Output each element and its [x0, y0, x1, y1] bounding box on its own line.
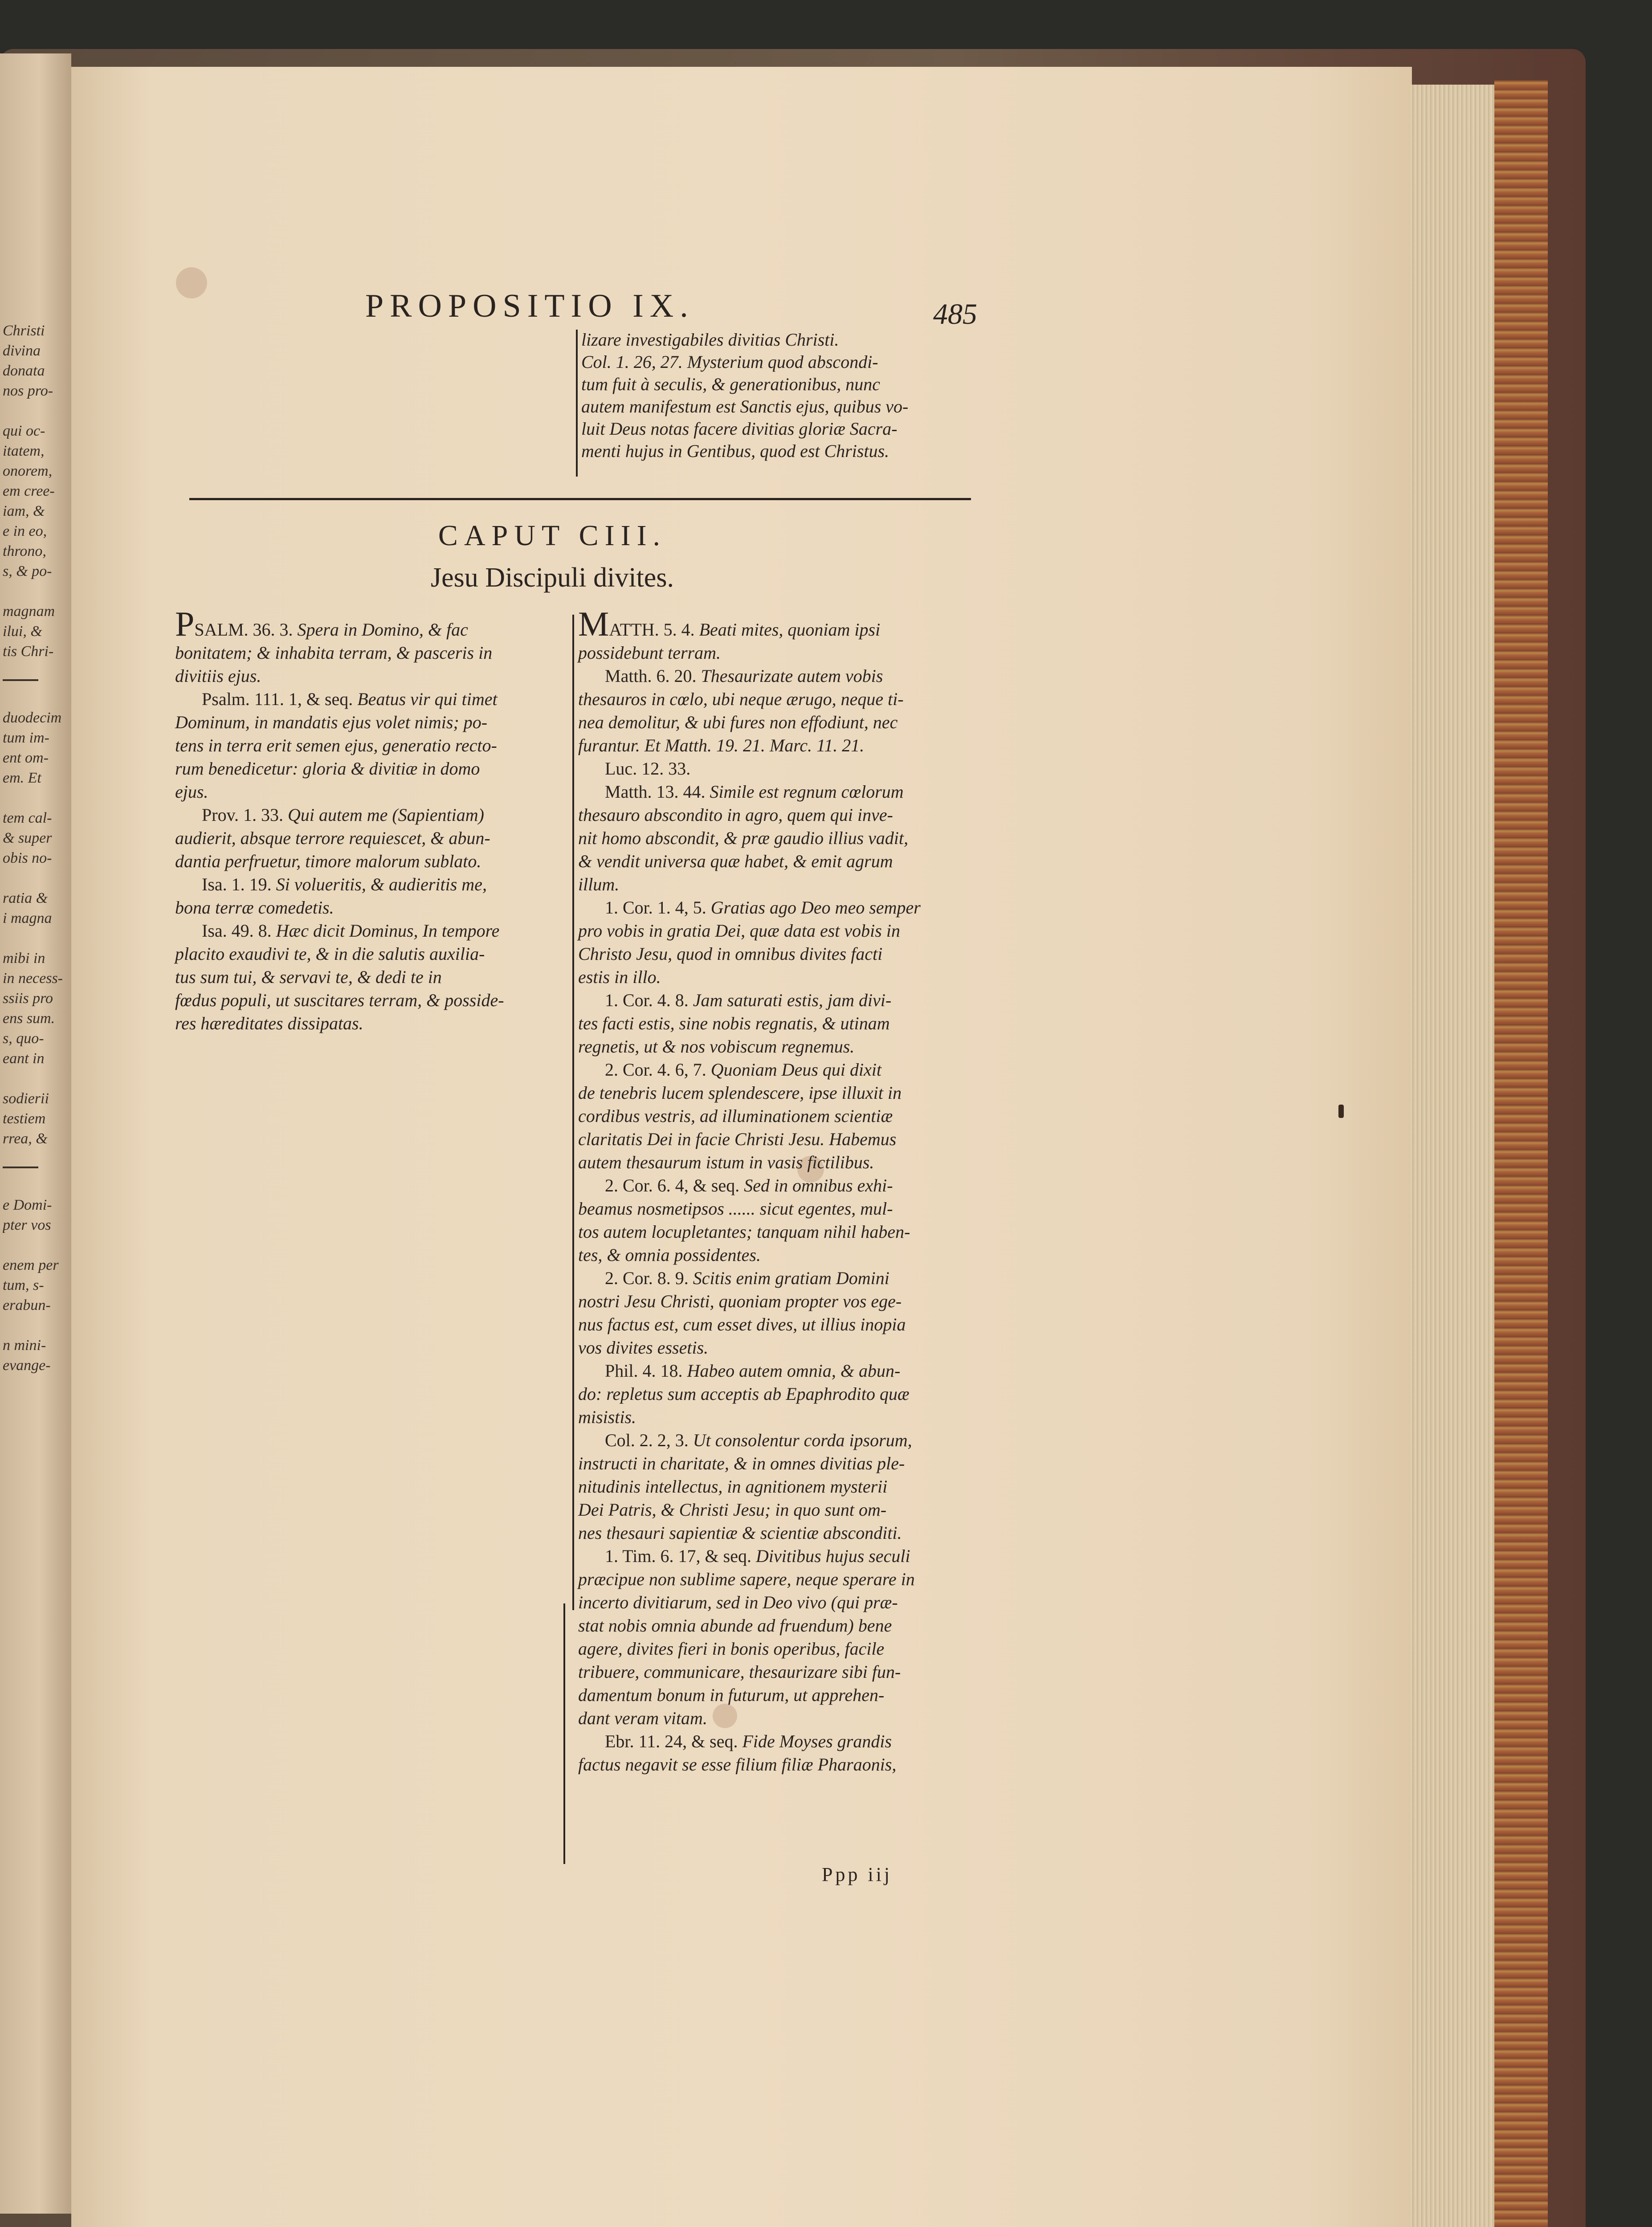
verse-text: rum benedicetur: gloria & divitiæ in domo	[175, 759, 480, 779]
edge-fragment: e Domi-	[3, 1197, 52, 1213]
text-line	[578, 1197, 977, 1220]
text-line	[578, 1058, 977, 1081]
verse-text: tens in terra erit semen ejus, generatio recto-	[175, 735, 497, 755]
edge-fragment	[3, 1069, 69, 1089]
text-line	[578, 1498, 977, 1521]
text-line	[578, 1383, 977, 1406]
verse-text: beamus nosmetipsos ...... sicut egentes, mul-	[578, 1199, 893, 1219]
verse-text: Quoniam Deus qui dixit	[710, 1060, 882, 1080]
verse-text: factus negavit se esse filium filiæ Pharaonis,	[578, 1754, 897, 1774]
text-line: tum fuit à seculis, & generationibus, nunc	[581, 374, 881, 394]
text-line	[175, 734, 567, 757]
scripture-reference: Psalm. 111. 1, & seq.	[202, 689, 353, 709]
text-line	[175, 711, 567, 734]
verse-text: Habeo autem omnia, & abun-	[687, 1361, 901, 1381]
verse-text: tes, & omnia possidentes.	[578, 1245, 761, 1265]
text-line	[578, 1406, 977, 1429]
text-line	[578, 1637, 977, 1660]
edge-fragment: ssiis pro	[3, 990, 53, 1007]
edge-fragment: obis no-	[3, 850, 52, 866]
ink-mark	[1338, 1105, 1344, 1118]
verse-text: & vendit universa quæ habet, & emit agrum	[578, 851, 893, 871]
edge-fragment: rrea, &	[3, 1130, 48, 1147]
verse-text: do: repletus sum acceptis ab Epaphrodito quæ	[578, 1384, 910, 1404]
verse-text: Jam saturati estis, jam divi-	[693, 990, 892, 1010]
scripture-reference: 1. Tim. 6. 17, & seq.	[605, 1546, 751, 1566]
edge-fragment: duodecim	[3, 710, 62, 726]
left-page-edge	[0, 53, 71, 2214]
edge-fragment: tem cal-	[3, 810, 52, 826]
text-line	[578, 1521, 977, 1545]
edge-fragment: ratia &	[3, 890, 48, 906]
text-line	[578, 1128, 977, 1151]
scripture-reference: Matth. 6. 20.	[605, 666, 697, 686]
text-line	[578, 919, 977, 942]
text-line	[578, 896, 977, 919]
continued-text	[581, 329, 975, 462]
text-line	[578, 850, 977, 873]
edge-fragment: throno,	[3, 543, 46, 559]
verse-text: agere, divites fieri in bonis operibus, facile	[578, 1639, 885, 1659]
text-line	[578, 1267, 977, 1290]
text-line	[578, 665, 977, 688]
text-line	[175, 919, 567, 942]
text-line	[578, 1012, 977, 1035]
text-line	[578, 942, 977, 966]
edge-fragment	[3, 1235, 69, 1255]
verse-text: bona terræ comedetis.	[175, 897, 334, 918]
verse-text: estis in illo.	[578, 967, 661, 987]
edge-fragment: erabun-	[3, 1297, 51, 1313]
verse-text: Thesaurizate autem vobis	[701, 666, 883, 686]
text-line	[578, 688, 977, 711]
verse-text: Gratias ago Deo meo semper	[710, 897, 921, 918]
text-line	[578, 1591, 977, 1614]
scripture-reference: 2. Cor. 4. 6, 7.	[605, 1060, 706, 1080]
scripture-reference: 2. Cor. 8. 9.	[605, 1268, 689, 1288]
text-line: autem manifestum est Sanctis ejus, quibus vo-	[581, 396, 909, 416]
verse-text: cordibus vestris, ad illuminationem scientiæ	[578, 1106, 893, 1126]
verse-text: Qui autem me (Sapientiam)	[287, 805, 484, 825]
verse-text: ejus.	[175, 782, 208, 802]
verse-text: nea demolitur, & ubi fures non effodiunt, nec	[578, 712, 898, 732]
verse-text: audierit, absque terrore requiescet, & abun-	[175, 828, 490, 848]
text-line	[578, 1568, 977, 1591]
right-column	[578, 604, 977, 1776]
verse-text: pro vobis in gratia Dei, quæ data est vobis in	[578, 921, 900, 941]
edge-fragment	[3, 788, 69, 808]
verse-text: res hæreditates dissipatas.	[175, 1013, 363, 1033]
text-line	[578, 1035, 977, 1058]
verse-text: incerto divitiarum, sed in Deo vivo (qui præ-	[578, 1592, 898, 1612]
column-rule	[563, 1603, 565, 1864]
scripture-reference: Isa. 1. 19.	[202, 874, 272, 894]
text-line	[578, 734, 977, 757]
verse-text: dant veram vitam.	[578, 1708, 707, 1728]
edge-fragment: mibi in	[3, 950, 45, 967]
edge-fragment: evange-	[3, 1357, 51, 1374]
edge-fragment: nos pro-	[3, 383, 53, 399]
verse-text: nitudinis intellectus, in agnitionem mysterii	[578, 1477, 888, 1497]
text-line	[578, 1244, 977, 1267]
edge-fragment: eant in	[3, 1050, 45, 1067]
text-line	[578, 1730, 977, 1753]
verse-text: Christo Jesu, quod in omnibus divites facti	[578, 944, 883, 964]
edge-fragment: enem per	[3, 1257, 59, 1273]
scripture-reference: Phil. 4. 18.	[605, 1361, 683, 1381]
verse-text: claritatis Dei in facie Christi Jesu. Habemus	[578, 1129, 897, 1149]
text-line	[175, 827, 567, 850]
verse-text: placito exaudivi te, & in die salutis auxilia-	[175, 944, 485, 964]
edge-fragment: s, & po-	[3, 563, 52, 579]
text-line	[578, 1475, 977, 1498]
verse-text: nit homo abscondit, & præ gaudio illius vadit,	[578, 828, 909, 848]
verse-text: Hæc dicit Dominus, In tempore	[276, 921, 500, 941]
edge-fragment: ent om-	[3, 750, 49, 766]
verse-text: thesauros in cœlo, ubi neque ærugo, neque ti-	[578, 689, 904, 709]
text-line	[578, 1105, 977, 1128]
scripture-reference: Ebr. 11. 24, & seq.	[605, 1731, 738, 1751]
verse-text: stat nobis omnia abunde ad fruendum) bene	[578, 1615, 892, 1636]
edge-fragment: em cree-	[3, 483, 55, 499]
column-rule	[572, 615, 574, 1610]
text-line	[578, 827, 977, 850]
text-line	[175, 641, 567, 665]
text-line	[175, 665, 567, 688]
text-line	[578, 1359, 977, 1383]
verse-text: Divitibus hujus seculi	[755, 1546, 910, 1566]
text-line	[175, 942, 567, 966]
verse-text: instructi in charitate, & in omnes divitias ple-	[578, 1453, 905, 1473]
verse-text: dantia perfruetur, timore malorum sublato.	[175, 851, 481, 871]
verse-text: Dei Patris, & Christi Jesu; in quo sunt om-	[578, 1500, 887, 1520]
edge-fragment: sodierii	[3, 1090, 49, 1107]
verse-text: præcipue non sublime sapere, neque sperare in	[578, 1569, 915, 1589]
edge-fragment: i magna	[3, 910, 52, 926]
edge-fragment: qui oc-	[3, 423, 45, 439]
edge-fragment: testiem	[3, 1110, 46, 1127]
edge-fragment: s, quo-	[3, 1030, 44, 1047]
text-line	[578, 1336, 977, 1359]
edge-fragment: & super	[3, 830, 52, 846]
verse-text: possidebunt terram.	[578, 643, 721, 663]
verse-text: illum.	[578, 874, 620, 894]
text-line	[175, 1012, 567, 1035]
text-line	[578, 1081, 977, 1105]
text-line	[578, 1753, 977, 1776]
edge-fragment: tum im-	[3, 730, 49, 746]
verse-text: misistis.	[578, 1407, 636, 1427]
text-line	[175, 989, 567, 1012]
text-line	[578, 1174, 977, 1197]
verse-text: tos autem locupletantes; tanquam nihil haben-	[578, 1222, 910, 1242]
verse-text: de tenebris lucem splendescere, ipse illuxit in	[578, 1083, 902, 1103]
text-line	[578, 1660, 977, 1684]
verse-text: regnetis, ut & nos vobiscum regnemus.	[578, 1036, 855, 1056]
edge-fragment: in necess-	[3, 970, 63, 987]
scripture-reference: 1. Cor. 4. 8.	[605, 990, 689, 1010]
verse-text: divitiis ejus.	[175, 666, 261, 686]
text-line	[175, 804, 567, 827]
section-rule	[189, 498, 971, 500]
scripture-reference: Matth. 13. 44.	[605, 782, 706, 802]
edge-fragment: n mini-	[3, 1337, 46, 1354]
verse-text: tes facti estis, sine nobis regnatis, & utinam	[578, 1013, 890, 1033]
edge-fragment: onorem,	[3, 463, 53, 479]
text-line	[578, 641, 977, 665]
left-page-fragments	[3, 321, 69, 1375]
text-line	[175, 780, 567, 804]
edge-fragment: magnam	[3, 603, 55, 620]
text-line	[578, 1220, 977, 1244]
verse-text: vos divites essetis.	[578, 1338, 709, 1358]
verse-text: damentum bonum in futurum, ut apprehen-	[578, 1685, 885, 1705]
text-line: menti hujus in Gentibus, quod est Christus.	[581, 441, 889, 461]
text-line	[578, 757, 977, 780]
scripture-reference: Luc. 12. 33.	[605, 759, 691, 779]
text-line	[175, 966, 567, 989]
text-line	[578, 873, 977, 896]
text-line	[578, 966, 977, 989]
verse-text: Fide Moyses grandis	[742, 1731, 892, 1751]
edge-fragment: Christi	[3, 322, 45, 339]
scripture-reference: 2. Cor. 6. 4, & seq.	[605, 1175, 740, 1195]
text-line	[578, 1290, 977, 1313]
verse-text: Ut consolentur corda ipsorum,	[693, 1430, 912, 1450]
verse-text: bonitatem; & inhabita terram, & pasceris in	[175, 643, 493, 663]
text-line	[578, 780, 977, 804]
page-number: 485	[933, 298, 977, 330]
text-line	[175, 850, 567, 873]
column-rule	[576, 330, 578, 477]
text-line	[578, 604, 977, 643]
scripture-reference: PSALM. 36. 3.	[175, 604, 293, 643]
text-line	[578, 1545, 977, 1568]
verse-text: Si volueritis, & audieritis me,	[276, 874, 487, 894]
left-column	[175, 604, 567, 1035]
gilt-binding-edge	[1494, 80, 1548, 2227]
text-line	[175, 757, 567, 780]
text-line	[578, 1313, 977, 1336]
verse-text: tus sum tui, & servavi te, & dedi te in	[175, 967, 442, 987]
text-line	[175, 873, 567, 896]
edge-fragment: divina	[3, 343, 41, 359]
verse-text: autem thesaurum istum in vasis fictilibus.	[578, 1152, 874, 1172]
edge-fragment	[3, 928, 69, 948]
edge-fragment: e in eo,	[3, 523, 47, 539]
edge-fragment: ens sum.	[3, 1010, 55, 1027]
verse-text: Scitis enim gratiam Domini	[693, 1268, 889, 1288]
text-line	[578, 804, 977, 827]
edge-fragment: tis Chri-	[3, 643, 54, 660]
edge-fragment	[3, 401, 69, 421]
edge-fragment: iam, &	[3, 503, 45, 519]
edge-fragment: em. Et	[3, 770, 41, 786]
text-line	[578, 989, 977, 1012]
scripture-reference: Col. 2. 2, 3.	[605, 1430, 689, 1450]
signature-mark: Ppp iij	[822, 1864, 893, 1885]
text-line	[578, 1684, 977, 1707]
text-line: luit Deus notas facere divitias gloriæ Sacra-	[581, 419, 897, 439]
verse-text: Sed in omnibus exhi-	[744, 1175, 893, 1195]
text-line: Col. 1. 26, 27. Mysterium quod abscondi-	[581, 352, 878, 372]
running-head: PROPOSITIO IX.	[365, 288, 694, 324]
verse-text: Beatus vir qui timet	[357, 689, 498, 709]
edge-fragment: tum, s-	[3, 1277, 44, 1293]
text-line	[175, 604, 567, 643]
text-line	[175, 688, 567, 711]
text-line	[578, 1452, 977, 1475]
page-block-edge	[1410, 85, 1494, 2227]
edge-fragment: itatem,	[3, 443, 45, 459]
text-line	[578, 1151, 977, 1174]
foxing-spot	[176, 267, 207, 298]
left-page-rule	[3, 679, 38, 681]
scripture-reference: 1. Cor. 1. 4, 5.	[605, 897, 706, 918]
left-page-rule	[3, 1167, 38, 1168]
text-line: lizare investigabiles divitias Christi.	[581, 330, 839, 350]
text-line	[175, 896, 567, 919]
scripture-reference: MATTH. 5. 4.	[578, 604, 695, 643]
verse-text: nes thesauri sapientiæ & scientiæ absconditi.	[578, 1523, 902, 1543]
chapter-title: CAPUT CIII.	[438, 519, 667, 552]
verse-text: Simile est regnum cœlorum	[710, 782, 904, 802]
scripture-reference: Prov. 1. 33.	[202, 805, 283, 825]
verse-text: nus factus est, cum esset dives, ut illius inopia	[578, 1314, 906, 1334]
verse-text: Dominum, in mandatis ejus volet nimis; po-	[175, 712, 488, 732]
edge-fragment: donata	[3, 363, 45, 379]
scripture-reference: Isa. 49. 8.	[202, 921, 272, 941]
text-line	[578, 1429, 977, 1452]
verse-text: nostri Jesu Christi, quoniam propter vos ege-	[578, 1291, 902, 1311]
text-line	[578, 1614, 977, 1637]
edge-fragment	[3, 868, 69, 888]
edge-fragment: ilui, &	[3, 623, 42, 640]
text-line	[578, 711, 977, 734]
text-line	[578, 1707, 977, 1730]
verse-text: thesauro abscondito in agro, quem qui inve-	[578, 805, 893, 825]
chapter-subtitle: Jesu Discipuli divites.	[431, 563, 674, 593]
verse-text: fœdus populi, ut suscitares terram, & posside-	[175, 990, 504, 1010]
verse-text: furantur. Et Matth. 19. 21. Marc. 11. 21.	[578, 735, 865, 755]
verse-text: tribuere, communicare, thesaurizare sibi fun-	[578, 1662, 901, 1682]
verse-text: Beati mites, quoniam ipsi	[699, 620, 881, 640]
verse-text: Spera in Domino, & fac	[297, 620, 468, 640]
edge-fragment	[3, 1315, 69, 1335]
edge-fragment: pter vos	[3, 1217, 51, 1233]
